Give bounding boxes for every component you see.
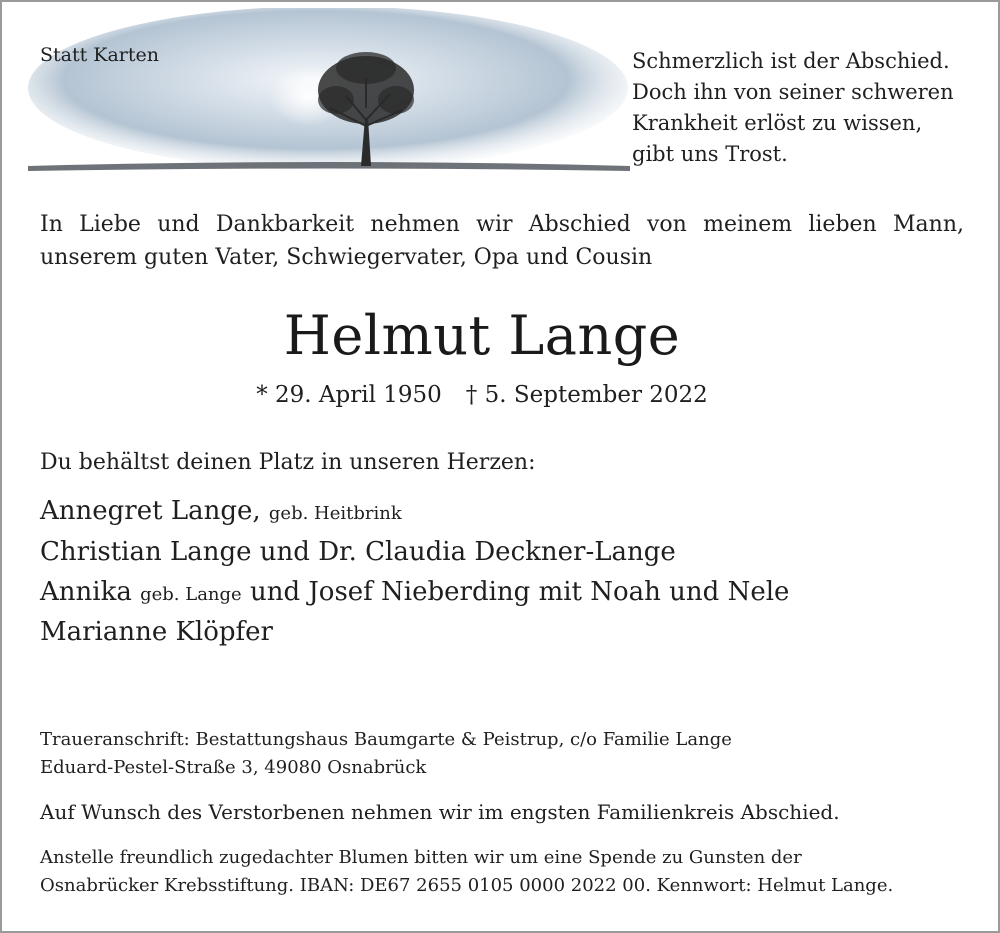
intro-line: In Liebe und Dankbarkeit nehmen wir Abschied von meinem lieben Mann, [40,212,964,237]
mourner-name: Annika [40,577,132,607]
mourner-line: Marianne Klöpfer [40,617,273,647]
mourner-name: Annegret Lange, [40,496,261,526]
opening-quote [632,46,954,170]
birth-date: * 29. April 1950 [256,382,442,408]
statt-karten-label: Statt Karten [40,44,160,66]
mourning-address [40,726,732,782]
maiden-name-note: geb. Lange [140,584,242,605]
intro-text [40,208,964,274]
mourner-line: Christian Lange und Dr. Claudia Deckner-Lange [40,537,676,567]
family-notice: Auf Wunsch des Verstorbenen nehmen wir im engsten Familienkreis Abschied. [40,800,840,824]
tree-landscape-image [18,8,638,180]
mourner-line [40,577,789,607]
death-date: † 5. September 2022 [465,382,708,408]
mourners-heading: Du behältst deinen Platz in unseren Herzen: [40,450,536,475]
quote-line: gibt uns Trost. [632,142,788,166]
quote-line: Krankheit erlöst zu wissen, [632,111,923,135]
donation-note [40,844,893,900]
quote-line: Doch ihn von seiner schweren [632,80,954,104]
quote-line: Schmerzlich ist der Abschied. [632,49,950,73]
address-line: Eduard-Pestel-Straße 3, 49080 Osnabrück [40,757,427,778]
donation-line: Osnabrücker Krebsstiftung. IBAN: DE67 2655 0105 0000 2022 00. Kennwort: Helmut Lange. [40,875,894,896]
address-line: Traueranschrift: Bestattungshaus Baumgarte & Peistrup, c/o Familie Lange [40,729,732,750]
life-dates [2,382,962,408]
deceased-name: Helmut Lange [283,304,681,367]
mourner-line [40,496,402,526]
maiden-name-note: geb. Heitbrink [268,503,402,524]
intro-line: unserem guten Vater, Schwiegervater, Opa und Cousin [40,245,653,270]
mourner-name: und Josef Nieberding mit Noah und Nele [249,577,790,607]
donation-line: Anstelle freundlich zugedachter Blumen bitten wir um eine Spende zu Gunsten der [40,847,802,868]
